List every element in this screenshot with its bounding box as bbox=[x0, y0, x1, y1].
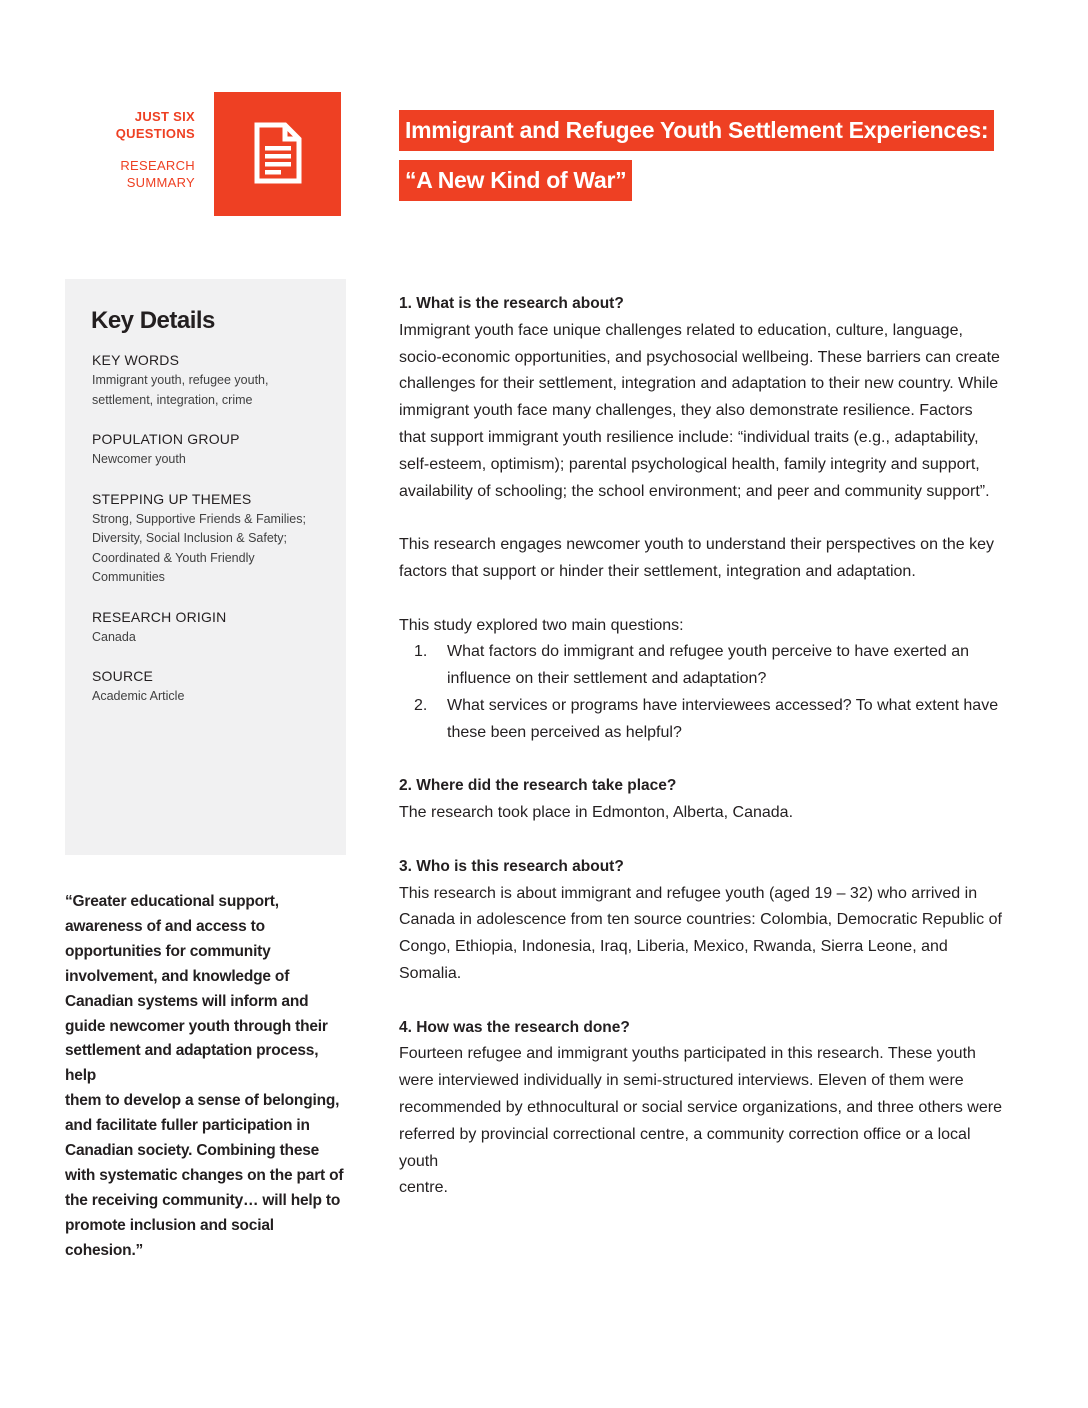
section-label: STEPPING UP THEMES bbox=[92, 490, 252, 507]
quote-line: Canadian society. Combining these bbox=[65, 1142, 320, 1160]
body-line: immigrant youth face many challenges, they also demonstrate resilience. Factors bbox=[399, 402, 973, 420]
brand-label-line: SUMMARY bbox=[126, 175, 195, 190]
quote-line: and facilitate fuller participation in bbox=[65, 1117, 310, 1135]
key-details-heading: Key Details bbox=[91, 307, 215, 334]
page-title-line-1: Immigrant and Refugee Youth Settlement Experiences: bbox=[399, 110, 994, 151]
list-item-number: 2. bbox=[414, 696, 428, 714]
research-origin-section bbox=[92, 608, 337, 648]
quote-line: involvement, and knowledge of bbox=[65, 967, 290, 985]
population-group-section bbox=[92, 430, 337, 470]
key-details-list bbox=[92, 351, 337, 727]
body-line: recommended by ethnocultural or social service organizations, and three others were bbox=[399, 1098, 1002, 1116]
body-line: these been perceived as helpful? bbox=[447, 723, 682, 741]
list-item bbox=[399, 693, 1013, 747]
body-line: self-esteem, optimism); parental psychological health, family integrity and support, bbox=[399, 455, 980, 473]
document-icon bbox=[254, 122, 302, 184]
body-line: What factors do immigrant and refugee youth perceive to have exerted an bbox=[447, 643, 970, 661]
stepping-up-themes-section bbox=[92, 490, 337, 588]
question-4-section bbox=[399, 1015, 1013, 1203]
key-details-panel bbox=[65, 279, 346, 855]
question-3-section bbox=[399, 854, 1013, 988]
section-value: Coordinated & Youth Friendly bbox=[92, 550, 255, 565]
section-value: Diversity, Social Inclusion & Safety; bbox=[92, 531, 287, 545]
section-value: Academic Article bbox=[92, 689, 185, 703]
body-line: Canada in adolescence from ten source countries: Colombia, Democratic Republic of bbox=[399, 911, 1002, 929]
section-value: settlement, integration, crime bbox=[92, 392, 253, 407]
body-line: The research took place in Edmonton, Alberta, Canada. bbox=[399, 804, 794, 822]
quote-line: opportunities for community bbox=[65, 942, 271, 960]
section-value: Strong, Supportive Friends & Families; bbox=[92, 511, 306, 526]
body-line: factors that support or hinder their settlement, integration and adaptation. bbox=[399, 562, 916, 580]
body-line: centre. bbox=[399, 1179, 448, 1197]
body-line: This research engages newcomer youth to understand their perspectives on the key bbox=[399, 536, 994, 554]
source-section bbox=[92, 667, 337, 707]
page-title-line-2: “A New Kind of War” bbox=[399, 160, 632, 201]
quote-line: the receiving community… will help to bbox=[65, 1191, 341, 1209]
quote-line: awareness of and access to bbox=[65, 917, 265, 935]
body-line: This study explored two main questions: bbox=[399, 616, 684, 634]
question-heading: 3. Who is this research about? bbox=[399, 857, 624, 875]
quote-line: them to develop a sense of belonging, bbox=[65, 1092, 340, 1110]
section-value: Communities bbox=[92, 570, 165, 584]
brand-label-line: QUESTIONS bbox=[115, 126, 195, 141]
quote-line: with systematic changes on the part of bbox=[65, 1166, 344, 1184]
body-line: Immigrant youth face unique challenges related to education, culture, language, bbox=[399, 321, 963, 339]
section-value: Canada bbox=[92, 629, 136, 644]
body-line: Congo, Ethiopia, Indonesia, Iraq, Liberia, Mexico, Rwanda, Sierra Leone, and Somalia. bbox=[399, 938, 948, 982]
body-line: availability of schooling; the school environment; and peer and community support”. bbox=[399, 482, 990, 500]
quote-line: Canadian systems will inform and bbox=[65, 992, 309, 1010]
brand-label-top bbox=[116, 108, 195, 142]
question-heading: 1. What is the research about? bbox=[399, 295, 624, 312]
brand-label-line: JUST SIX bbox=[134, 109, 195, 124]
key-words-section bbox=[92, 351, 337, 410]
section-label: KEY WORDS bbox=[92, 352, 180, 368]
body-line: that support immigrant youth resilience include: “individual traits (e.g., adaptability, bbox=[399, 428, 979, 446]
pull-quote bbox=[65, 890, 353, 1264]
quote-line: “Greater educational support, bbox=[65, 893, 279, 910]
question-1-section bbox=[399, 291, 1013, 747]
list-item bbox=[399, 639, 1013, 693]
question-heading: 2. Where did the research take place? bbox=[399, 777, 677, 795]
quote-line: settlement and adaptation process, help bbox=[65, 1042, 319, 1085]
list-item-number: 1. bbox=[414, 643, 428, 661]
body-line: influence on their settlement and adaptation? bbox=[447, 670, 767, 688]
body-line: were interviewed individually in semi-structured interviews. Eleven of them were bbox=[399, 1072, 964, 1090]
body-line: socio-economic opportunities, and psychosocial wellbeing. These barriers can create bbox=[399, 348, 1000, 366]
section-value: Newcomer youth bbox=[92, 452, 186, 466]
quote-line: promote inclusion and social cohesion.” bbox=[65, 1216, 274, 1259]
study-questions-list bbox=[399, 639, 1013, 746]
section-label: RESEARCH ORIGIN bbox=[92, 608, 227, 625]
section-label: POPULATION GROUP bbox=[92, 431, 240, 447]
question-2-section bbox=[399, 773, 1013, 827]
brand-label-bottom bbox=[120, 157, 195, 191]
quote-line: guide newcomer youth through their bbox=[65, 1017, 328, 1035]
body-line: referred by provincial correctional centre, a community correction office or a local youth bbox=[399, 1125, 971, 1170]
body-line: challenges for their settlement, integration and adaptation to their new country. While bbox=[399, 375, 999, 393]
body-line: Fourteen refugee and immigrant youths participated in this research. These youth bbox=[399, 1045, 976, 1063]
section-label: SOURCE bbox=[92, 668, 154, 684]
section-value: Immigrant youth, refugee youth, bbox=[92, 373, 269, 387]
body-line: What services or programs have interviewees accessed? To what extent have bbox=[447, 696, 999, 714]
question-heading: 4. How was the research done? bbox=[399, 1018, 630, 1036]
document-icon-box bbox=[214, 92, 341, 216]
main-content bbox=[399, 291, 1013, 1202]
brand-label-line: RESEARCH bbox=[120, 158, 195, 173]
body-line: This research is about immigrant and refugee youth (aged 19 – 32) who arrived in bbox=[399, 884, 978, 902]
